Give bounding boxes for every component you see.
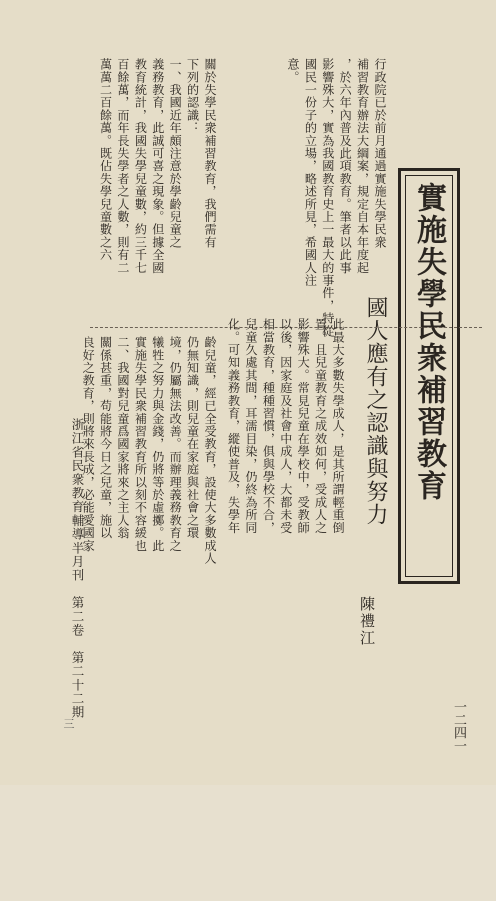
sheet-mark: 三 <box>62 718 75 729</box>
journal-footer: 浙江省民衆教育輔導半月刊 第二卷 第二十二期 <box>70 418 85 720</box>
article-title: 實施失學民衆補習教育 <box>411 182 446 502</box>
paragraph-line: 義務教育，此誠可喜之現象。但據全國 <box>150 58 165 274</box>
body-upper-right <box>222 58 388 338</box>
paragraph-line: 相當教育，種種習慣，俱與學校不合， <box>261 318 276 534</box>
paragraph-line: 犧牲之努力與金錢，仍將等於虛擲。此 <box>150 336 165 552</box>
paragraph-line: 此最大多數失學成人，是其所謂輕重倒 <box>331 318 345 534</box>
paragraph-line: 境，仍屬無法改善。而辦理義務教育之 <box>168 336 183 552</box>
paragraph-line: 行政院已於前月通過實施失學民衆 <box>373 58 387 249</box>
paragraph-line: 良好之教育，則將來長成，必能愛國家 <box>81 336 96 552</box>
paragraph-line: 關於失學民衆補習教育，我們需有 <box>203 58 217 249</box>
paragraph-line: 萬萬二百餘萬。既佔失學兒童數之六 <box>98 58 113 262</box>
paragraph-line: 仍無知識，則兒童在家庭與社會之環 <box>185 336 200 540</box>
paragraph-line: 下列的認識： <box>185 58 200 135</box>
paragraph-line: 意。 <box>285 58 300 84</box>
author-name: 陳禮江 <box>358 596 376 647</box>
paragraph-line: 兒童久處其間，耳濡目染，仍終為所同 <box>243 318 258 534</box>
paragraph-line: 實施失學民衆補習教育所以刻不容緩也 <box>133 336 148 552</box>
article-subtitle: 國人應有之認識與努力 <box>363 296 388 526</box>
paragraph-line: 以後，因家庭及社會中成人，大都未受 <box>278 318 293 534</box>
paragraph-line: 齡兒童，經已全受教育，設使大多數成人 <box>203 336 217 565</box>
body-upper-left <box>88 58 218 322</box>
paragraph-line: 關係甚重，苟能將今日之兒童，施以 <box>98 336 113 540</box>
page-number: 一二四一 <box>451 700 466 752</box>
paragraph-line: 影響殊大。常見兒童在學校中，受教師 <box>296 318 311 534</box>
paragraph-line: 補習教育辦法大綱案，規定自本年度起 <box>355 58 370 274</box>
paragraph-line: 一、我國近年頗注意於學齡兒童之 <box>168 58 183 249</box>
paragraph-line: 教育統計，我國失學兒童數，約三千七 <box>133 58 148 274</box>
paragraph-line: 置。且兒童教育之成效如何，受成人之 <box>313 318 328 534</box>
body-lower-left <box>81 336 218 659</box>
paragraph-line: 國民一份子的立場，略述所見，希國人注 <box>303 58 318 287</box>
body-lower-right <box>222 318 346 670</box>
paragraph-line: 二、我國對兒童爲國家將來之主人翁 <box>115 336 130 540</box>
paragraph-line: 化。可知義務教育，縱使普及，失學年 <box>226 318 241 534</box>
paragraph-line: 影響殊大，實為我國教育史上一最大的事件，特從 <box>320 58 335 338</box>
paragraph-line: ，於六年內普及此項教育。筆者以此事 <box>338 58 353 274</box>
paragraph-line: 百餘萬，而年長失學者之人數，則有二 <box>115 58 130 274</box>
